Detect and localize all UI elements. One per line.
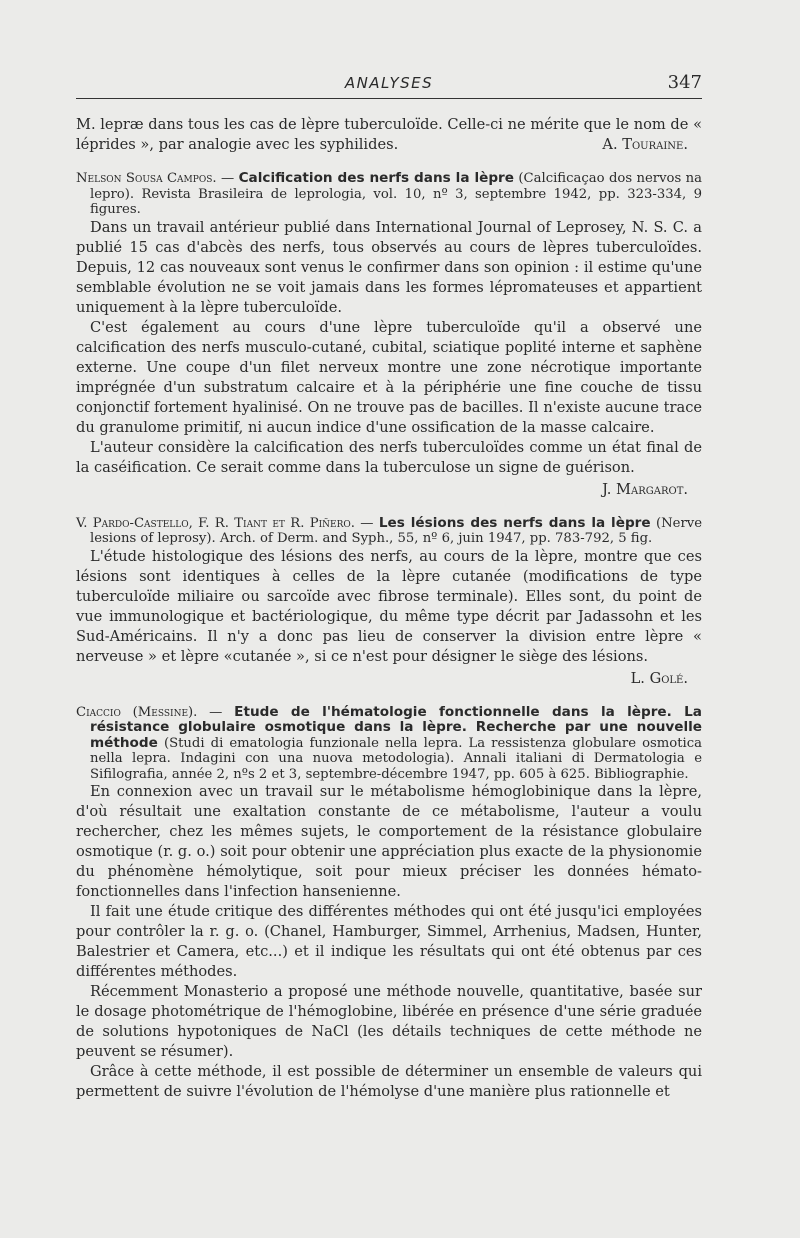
article-1-citation: (Calcificaçao dos nervos na lepro). Revista Brasileira de leprologia, vol. 10, nº 3, septembre 1942, pp. 323-334, 9 figures. <box>90 171 703 217</box>
article-2-title: Les lésions des nerfs dans la lèpre <box>378 514 651 531</box>
article-1-paragraph-3: L'auteur considère la calcification des nerfs tuberculoïdes comme un état final de la caséification. Ce serait comme dans la tuberculose un signe de guérison. <box>76 438 702 476</box>
article-2-reference <box>76 516 702 547</box>
running-title: ANALYSES <box>344 74 434 92</box>
article-1-paragraph-1: Dans un travail antérieur publié dans International Journal of Leprosey, N. S. C. a publié 15 cas d'abcès des nerfs, tous observés au cours de lèpres tuberculoïdes. Depuis, 12 cas nouveaux sont venus le confirmer dans son opinion : il estime qu'une semblable évolution ne se voit jamais dans les formes lépromateuses et appartient uniquement à la lèpre tuberculoïde. <box>76 218 702 316</box>
article-1-reference: Nelson Sousa Campos. — Calcification des nerfs dans la lèpre (Calcificaçao dos nervos na lepro). Revista Brasileira de leprologia, vol. 10, nº 3, septembre 1942, pp. 323-334, 9 figures. <box>76 170 703 217</box>
continued-text: M. lepræ dans tous les cas de lèpre tuberculoïde. Celle-ci ne mérite que le nom de « léprides », par analogie avec les syphilides. <box>76 116 702 153</box>
article-continuation <box>76 115 702 155</box>
article-3-citation: (Studi di ematologia funzionale nella lepra. La ressistenza globulare osmotica nella lepra. Indagini con una nuova metodologia). Annali italiani di Dermatologia e Sifilografia, année 2, nºs 2 et 3, septembre-décembre 1947, pp. 605 à 625. Bibliographie. <box>90 735 702 782</box>
signature-margarot: J. Margarot. <box>602 480 688 498</box>
signature-touraine: A. Touraine. <box>602 136 688 153</box>
article-3-paragraph-1: En connexion avec un travail sur le métabolisme hémoglobinique dans la lèpre, d'où résultait une exaltation constante de ce métabolisme, l'auteur a voulu rechercher, chez les mêmes sujets, le comportement de la résistance globulaire osmotique (r. g. o.) soit pour obtenir une appréciation plus exacte de la physionomie du phénomène hémolytique, soit pour mieux préciser les données hémato-fonctionnelles dans l'infection hansenienne. <box>76 783 702 900</box>
article-3-title: Etude de l'hématologie fonctionnelle dans la lèpre. La résistance globulaire osmotique dans la lèpre. Recherche par une nouvelle méthode <box>90 703 702 751</box>
running-header <box>76 72 702 99</box>
article-3-paragraph-2: Il fait une étude critique des différentes méthodes qui ont été jusqu'ici employées pour contrôler la r. g. o. (Chanel, Hamburger, Simmel, Arrhenius, Madsen, Hunter, Balestrier et Camera, etc...) et il indique les résultats qui ont été obtenus par ces différentes méthodes. <box>76 903 702 980</box>
page-number: 347 <box>667 72 702 93</box>
article-1-author: Nelson Sousa Campos. <box>76 171 217 186</box>
article-1-paragraph-2: C'est également au cours d'une lèpre tuberculoïde qu'il a observé une calcification des nerfs musculo-cutané, cubital, sciatique poplité interne et saphène externe. Une coupe d'un filet nerveux montre une zone nécrotique importante imprégnée d'un substratum calcaire et à la périphérie une fine couche de tissu conjonctif fortement hyalinisé. On ne trouve pas de bacilles. Il n'existe aucune trace du granulome primitif, ni aucun indice d'une ossification de la masse calcaire. <box>76 318 702 436</box>
article-1-title: Calcification des nerfs dans la lèpre <box>238 170 514 186</box>
signature-gole: L. Golé. <box>630 669 688 687</box>
article-3-author: Ciaccio (Messine). — <box>76 704 223 720</box>
article-3-paragraph-4: Grâce à cette méthode, il est possible de déterminer un ensemble de valeurs qui permettent de suivre l'évolution de l'hémolyse d'une manière plus rationnelle et <box>76 1063 702 1100</box>
article-2-citation: (Nerve lesions of leprosy). Arch. of Derm. and Syph., 55, nº 6, juin 1947, pp. 783-792, 5 fig. <box>90 515 703 546</box>
article-3-paragraph-3: Récemment Monasterio a proposé une méthode nouvelle, quantitative, basée sur le dosage photométrique de l'hémoglobine, libérée en présence d'une série graduée de solutions hypotoniques de NaCl (les détails techniques de cette méthode ne peuvent se résumer). <box>76 983 702 1060</box>
page-content <box>76 115 702 1102</box>
article-3-reference <box>76 705 702 783</box>
article-2-author: V. Pardo-Castello, F. R. Tiant et R. Piñero. — <box>76 515 374 531</box>
article-2-paragraph-1: L'étude histologique des lésions des nerfs, au cours de la lèpre, montre que ces lésions sont identiques à celles de la lèpre cutanée (modifications de type tuberculoïde miliaire ou sarcoïde avec fibrose terminale). Elles sont, du point de vue immunologique et bactériologique, du même type décrit par Jadassohn et les Sud-Américains. Il n'y a donc pas lieu de conserver la division entre lèpre « nerveuse » et lèpre «cutanée », si ce n'est pour désigner le siège des lésions. <box>76 547 702 665</box>
